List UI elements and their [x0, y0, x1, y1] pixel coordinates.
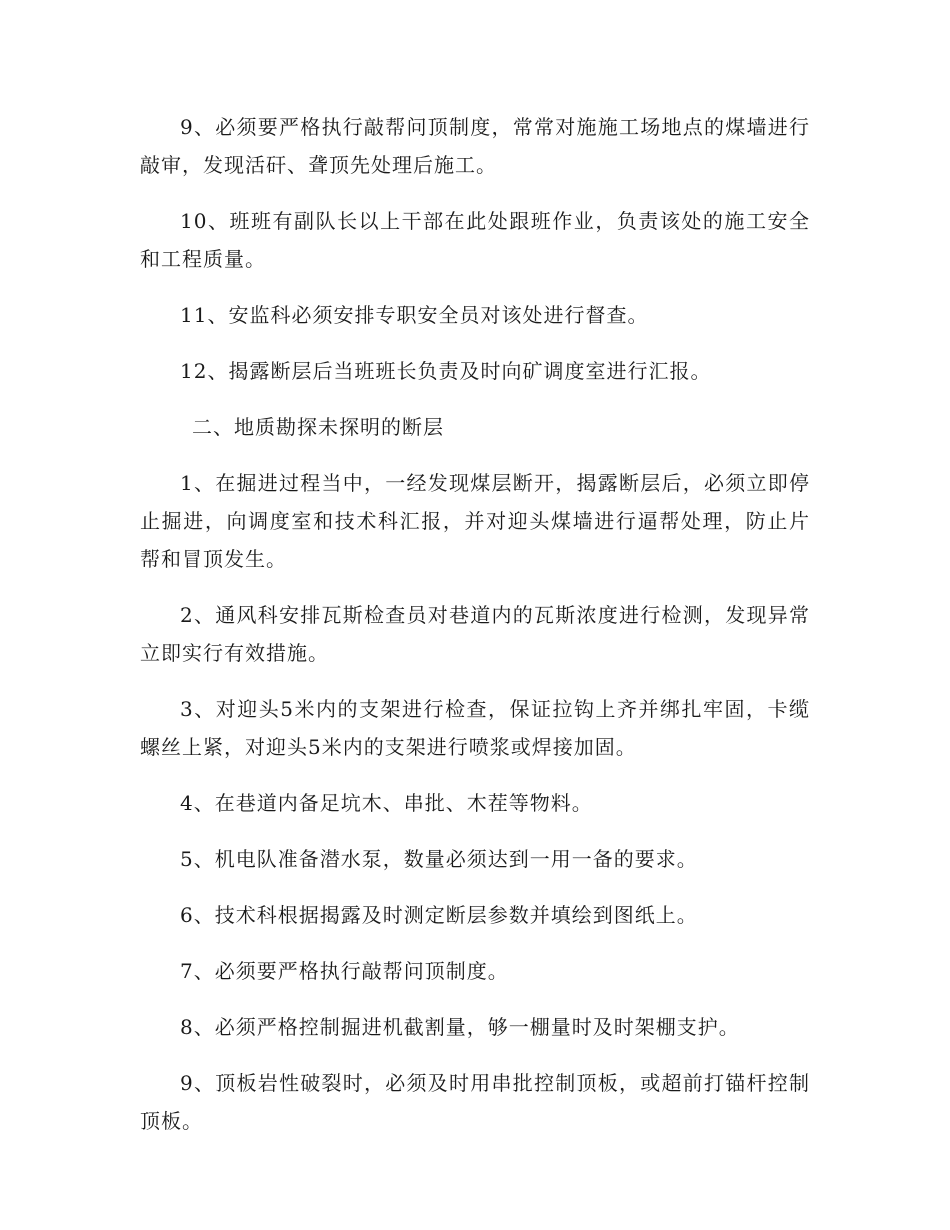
paragraph-item-9: 9、必须要严格执行敲帮问顶制度，常常对施施工场地点的煤墙进行敲审，发现活矸、聋顶先处理后施工。: [140, 115, 810, 177]
section-paragraph-8: 8、必须严格控制掘进机截割量，够一棚量时及时架棚支护。: [180, 1015, 740, 1039]
section-paragraph-9: 9、顶板岩性破裂时，必须及时用串批控制顶板，或超前打锚杆控制顶板。: [140, 1071, 810, 1133]
section-paragraph-2: 2、通风科安排瓦斯检查员对巷道内的瓦斯浓度进行检测，发现异常立即实行有效措施。: [140, 603, 810, 665]
section-paragraph-7: 7、必须要严格执行敲帮问顶制度。: [180, 959, 509, 983]
section-heading: 二、地质勘探未探明的断层: [192, 415, 444, 439]
section-paragraph-5: 5、机电队准备潜水泵，数量必须达到一用一备的要求。: [180, 847, 698, 871]
paragraph-item-12: 12、揭露断层后当班班长负责及时向矿调度室进行汇报。: [180, 359, 712, 383]
paragraph-item-10: 10、班班有副队长以上干部在此处跟班作业，负责该处的施工安全和工程质量。: [140, 209, 810, 271]
section-paragraph-3: 3、对迎头5米内的支架进行检查，保证拉钩上齐并绑扎牢固，卡缆螺丝上紧，对迎头5米内的支架进行喷浆或焊接加固。: [140, 697, 810, 759]
section-paragraph-6: 6、技术科根据揭露及时测定断层参数并填绘到图纸上。: [180, 903, 698, 927]
document-body: [140, 108, 810, 1158]
paragraph-item-11: 11、安监科必须安排专职安全员对该处进行督查。: [180, 303, 649, 327]
section-paragraph-4: 4、在巷道内备足坑木、串批、木茬等物料。: [180, 791, 593, 815]
section-paragraph-1: 1、在掘进过程当中，一经发现煤层断开，揭露断层后，必须立即停止掘进，向调度室和技术科汇报，并对迎头煤墙进行逼帮处理，防止片帮和冒顶发生。: [140, 471, 810, 571]
